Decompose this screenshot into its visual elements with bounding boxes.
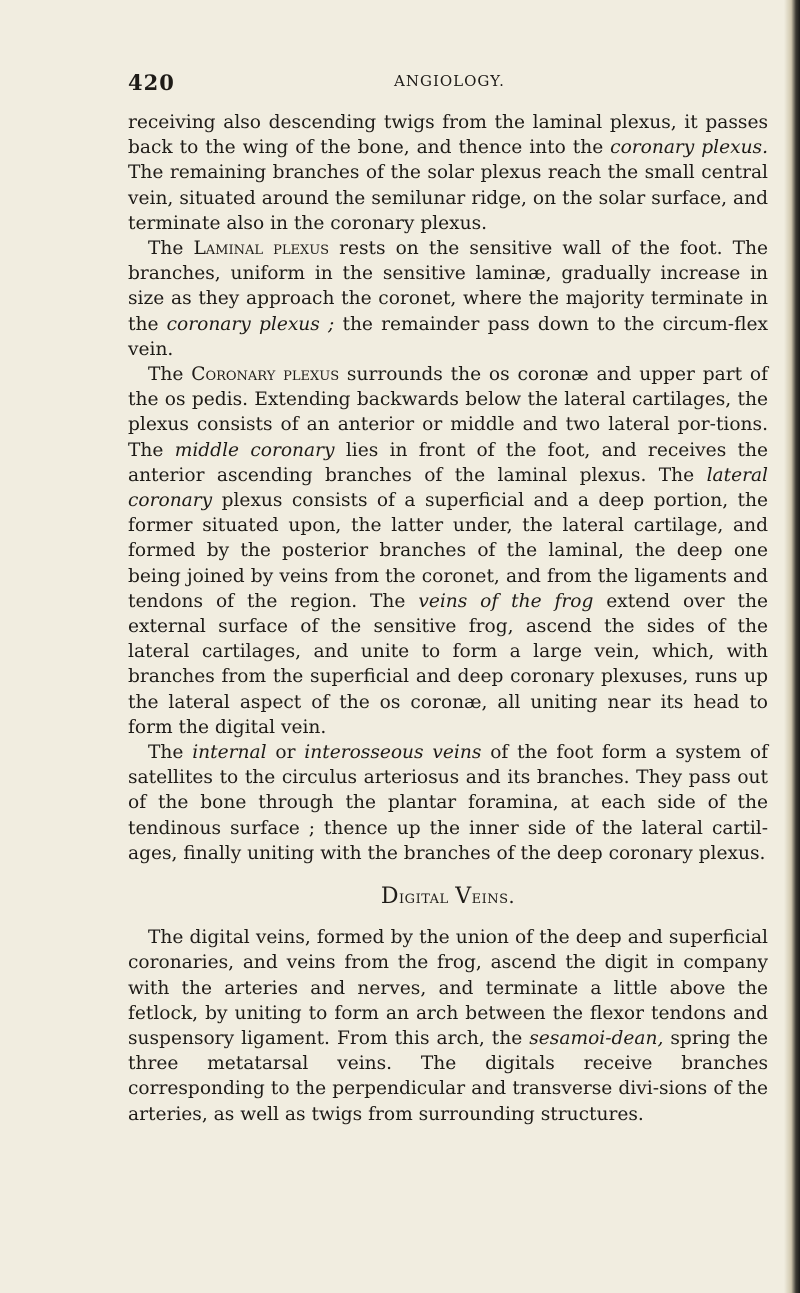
- small-caps-term: Laminal plexus: [193, 238, 330, 260]
- running-head: [0, 70, 800, 100]
- text-run: The: [148, 742, 193, 764]
- text-run: lies in front of the foot, and receives the anterior ascending branches of the laminal plexus. The: [128, 439, 768, 486]
- running-title: ANGIOLOGY.: [394, 72, 505, 90]
- text-run: surrounds the os coronæ and upper part of the os pedis. Extending backwards below the lateral cartilages, the plexus consists of an anterior or middle and two lateral por-tions. The: [128, 364, 769, 461]
- text-run: The digital veins, formed by the union of the deep and superficial coronaries, and veins from the frog, ascend the digit in company with the arteries and nerves, and terminate a little above the fetlock, by uniting to form an arch between the flexor tendons and suspensory ligament. From this arch, the: [128, 927, 768, 1049]
- small-caps-term: Coronary plexus: [191, 364, 340, 386]
- italic-term: coronary plexus.: [610, 137, 768, 159]
- text-run: The: [148, 238, 194, 260]
- text-run: receiving also descending twigs from the laminal plexus, it passes back to the wing of the bone, and thence into the: [128, 112, 768, 159]
- text-run: or: [266, 742, 305, 764]
- paragraph: [128, 925, 768, 1127]
- paragraph: [128, 110, 768, 236]
- italic-term: coronary plexus ;: [166, 313, 335, 335]
- text-run: the remainder pass down to the circum-flex vein.: [128, 313, 768, 360]
- text-run: The: [148, 364, 192, 386]
- page-edge-shadow: [784, 0, 800, 1293]
- text-run: of the foot form a system of satellites to the circulus arteriosus and its branches. They pass out of the bone through the plantar foramina, at each side of the tendinous surface ; thence up the inner side of the lateral cartil-ages, finally uniting with the branches of the deep coronary plexus.: [128, 742, 768, 864]
- page-number: 420: [128, 70, 175, 95]
- paragraph: [128, 362, 768, 740]
- italic-term: middle coronary: [174, 439, 335, 461]
- italic-term: veins of the frog: [418, 590, 594, 612]
- italic-term: internal: [192, 742, 267, 764]
- text-run: plexus consists of a superficial and a deep portion, the former situated upon, the latter under, the lateral cartilage, and formed by the posterior branches of the laminal, the deep one being joined by veins from the coronet, and from the ligaments and tendons of the region. The: [128, 490, 768, 612]
- italic-term: sesamoi-dean,: [529, 1027, 664, 1049]
- paragraph: [128, 236, 768, 362]
- italic-term: interosseous veins: [304, 742, 482, 764]
- text-run: spring the three metatarsal veins. The digitals receive branches corresponding to the perpendicular and transverse divi-sions of the arteries, as well as twigs from surrounding structures.: [128, 1027, 768, 1125]
- paragraph-group: [128, 110, 768, 866]
- paragraph-group: [128, 925, 768, 1127]
- section-heading: Digital Veins.: [380, 884, 516, 910]
- text-run: The remaining branches of the solar plexus reach the small central vein, situated around the semilunar ridge, on the solar surface, and terminate also in the coronary plexus.: [128, 162, 768, 234]
- text-run: extend over the external surface of the sensitive frog, ascend the sides of the lateral cartilages, and unite to form a large vein, which, with branches from the superficial and deep coronary plexuses, runs up the lateral aspect of the os coronæ, all uniting near its head to form the digital vein.: [128, 590, 768, 738]
- body-text: [128, 110, 768, 1127]
- paragraph: [128, 740, 768, 866]
- italic-term: lateral coronary: [128, 464, 768, 512]
- text-run: rests on the sensitive wall of the foot. The branches, uniform in the sensitive laminæ, gradually increase in size as they approach the coronet, where the majority terminate in the: [128, 238, 768, 335]
